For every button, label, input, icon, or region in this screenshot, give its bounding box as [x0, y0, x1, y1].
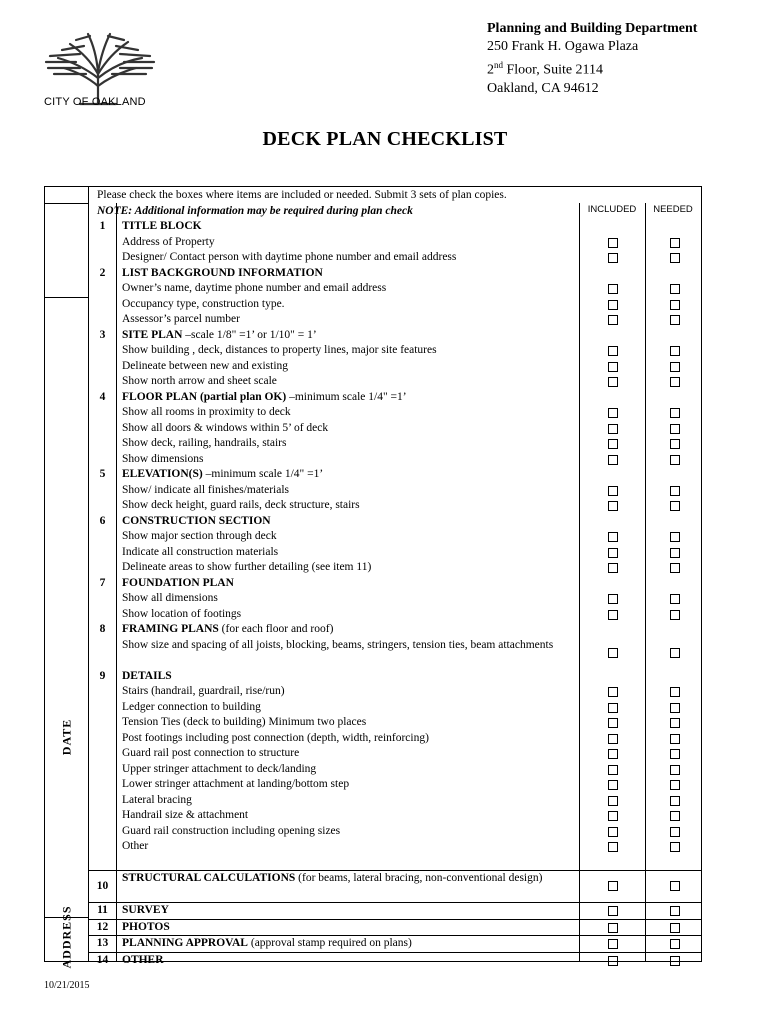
item-text: [122, 936, 572, 952]
included-checkbox[interactable]: [608, 532, 618, 542]
needed-checkbox[interactable]: [670, 687, 680, 697]
needed-checkbox[interactable]: [670, 749, 680, 759]
needed-checkbox[interactable]: [670, 455, 680, 465]
item-heading: LIST BACKGROUND INFORMATION: [122, 266, 323, 279]
item-description: Guard rail post connection to structure: [122, 747, 300, 759]
checklist-row: [89, 808, 701, 824]
item-text: [122, 793, 572, 809]
instructions-note: NOTE: Additional information may be required during plan check: [97, 204, 413, 217]
item-text: [122, 715, 572, 731]
needed-checkbox[interactable]: [670, 362, 680, 372]
included-checkbox[interactable]: [608, 906, 618, 916]
item-text: [122, 467, 572, 483]
item-description: Address of Property: [122, 235, 215, 248]
item-description: Show all dimensions: [122, 592, 218, 604]
included-checkbox[interactable]: [608, 594, 618, 604]
checklist-row: [89, 250, 701, 266]
checklist-row: [89, 607, 701, 623]
checklist-row: [89, 919, 701, 936]
included-checkbox[interactable]: [608, 315, 618, 325]
instructions-text: Please check the boxes where items are included or needed. Submit 3 sets of plan copies.: [97, 189, 507, 201]
checklist-row: [89, 839, 701, 855]
needed-checkbox[interactable]: [670, 532, 680, 542]
item-heading: CONSTRUCTION SECTION: [122, 514, 271, 527]
included-checkbox[interactable]: [608, 346, 618, 356]
checklist-row: [89, 669, 701, 685]
checklist-row: [89, 529, 701, 545]
item-text: [122, 808, 572, 824]
item-description: Show north arrow and sheet scale: [122, 375, 277, 387]
needed-column-header: NEEDED: [653, 204, 693, 215]
needed-checkbox[interactable]: [670, 703, 680, 713]
included-column-header: INCLUDED: [587, 204, 637, 215]
included-checkbox[interactable]: [608, 284, 618, 294]
item-heading: PHOTOS: [122, 920, 170, 933]
needed-checkbox[interactable]: [670, 548, 680, 558]
included-checkbox[interactable]: [608, 362, 618, 372]
included-checkbox[interactable]: [608, 923, 618, 933]
item-text: [122, 871, 572, 887]
item-text: [122, 529, 572, 545]
included-checkbox[interactable]: [608, 610, 618, 620]
item-heading: STRUCTURAL CALCULATIONS: [122, 872, 296, 884]
needed-checkbox[interactable]: [670, 563, 680, 573]
item-text: [122, 591, 572, 607]
checklist-row: [89, 824, 701, 840]
item-text: [122, 235, 572, 251]
checklist-row: [89, 219, 701, 235]
included-checkbox[interactable]: [608, 548, 618, 558]
item-text: [122, 452, 572, 468]
item-description: Show deck, railing, handrails, stairs: [122, 437, 287, 449]
item-heading: SITE PLAN: [122, 328, 183, 341]
checklist-row: [89, 421, 701, 437]
item-heading: FRAMING PLANS: [122, 623, 219, 635]
department-name: Planning and Building Department: [487, 21, 698, 36]
checklist-row: [89, 266, 701, 282]
needed-checkbox[interactable]: [670, 408, 680, 418]
checklist-row: [89, 777, 701, 793]
checklist-row: [89, 312, 701, 328]
needed-checkbox[interactable]: [670, 610, 680, 620]
item-description: Delineate between new and existing: [122, 359, 289, 372]
item-text: [122, 343, 572, 359]
item-description: Assessor’s parcel number: [122, 313, 240, 325]
checklist-row: [89, 390, 701, 406]
checklist-row: [89, 952, 701, 969]
item-number: 3: [99, 328, 106, 341]
address-field[interactable]: [45, 905, 88, 969]
item-description: (approval stamp required on plans): [247, 937, 412, 949]
checklist-row: [89, 793, 701, 809]
checklist-row: [89, 591, 701, 607]
checklist-row: [89, 359, 701, 375]
item-text: [122, 266, 572, 282]
side-cell-blank: [45, 203, 88, 298]
checklist-row: [89, 405, 701, 421]
checklist-row: [89, 374, 701, 390]
item-number: 13: [96, 937, 109, 949]
needed-checkbox[interactable]: [670, 300, 680, 310]
included-checkbox[interactable]: [608, 501, 618, 511]
item-heading: OTHER: [122, 953, 164, 966]
item-number: 1: [99, 220, 106, 232]
needed-checkbox[interactable]: [670, 594, 680, 604]
needed-checkbox[interactable]: [670, 780, 680, 790]
item-text: [122, 953, 572, 969]
item-text: [122, 498, 572, 514]
item-text: [122, 731, 572, 747]
item-text: [122, 903, 572, 919]
included-checkbox[interactable]: [608, 300, 618, 310]
item-description: Lower stringer attachment at landing/bottom step: [122, 778, 350, 790]
included-checkbox[interactable]: [608, 718, 618, 728]
checklist-row: [89, 498, 701, 514]
item-description: Tension Ties (deck to building) Minimum two places: [122, 716, 367, 728]
included-checkbox[interactable]: [608, 881, 618, 891]
needed-checkbox[interactable]: [670, 377, 680, 387]
checklist-row: [89, 935, 701, 952]
item-description: Show size and spacing of all joists, blocking, beams, stringers, tension ties, beam attachments: [122, 638, 554, 651]
checklist-row: [89, 467, 701, 483]
needed-checkbox[interactable]: [670, 796, 680, 806]
item-heading: ELEVATION(S): [122, 468, 203, 480]
checklist-row: [89, 545, 701, 561]
needed-checkbox[interactable]: [670, 253, 680, 263]
logo-text: CITY OF OAKLAND: [44, 96, 146, 108]
checklist-row: [89, 328, 701, 344]
needed-checkbox[interactable]: [670, 881, 680, 891]
needed-checkbox[interactable]: [670, 939, 680, 949]
item-text: [122, 669, 572, 685]
included-checkbox[interactable]: [608, 238, 618, 248]
item-text: [122, 297, 572, 313]
item-description: Handrail size & attachment: [122, 809, 249, 821]
item-description: Lateral bracing: [122, 793, 192, 806]
item-description: –minimum scale 1/4" =1’: [286, 390, 407, 403]
item-description: Show dimensions: [122, 452, 204, 465]
item-description: (for beams, lateral bracing, non-conventional design): [295, 872, 543, 884]
needed-checkbox[interactable]: [670, 501, 680, 511]
included-checkbox[interactable]: [608, 734, 618, 744]
item-text: [122, 374, 572, 390]
checklist-row: [89, 622, 701, 638]
item-text: [122, 250, 572, 266]
checklist-row: [89, 560, 701, 576]
address-line-3: Oakland, CA 94612: [487, 80, 599, 96]
needed-checkbox[interactable]: [670, 315, 680, 325]
item-number: 4: [99, 390, 106, 403]
checklist-row: [89, 700, 701, 716]
item-description: Ledger connection to building: [122, 700, 261, 713]
included-checkbox[interactable]: [608, 939, 618, 949]
department-address-block: [487, 20, 697, 98]
checklist-row: [89, 638, 701, 669]
needed-checkbox[interactable]: [670, 346, 680, 356]
item-description: (for each floor and roof): [218, 623, 334, 635]
item-text: [122, 219, 572, 235]
item-description: –minimum scale 1/4" =1’: [202, 468, 324, 480]
instructions: [97, 188, 507, 219]
item-text: [122, 576, 572, 592]
item-description: Guard rail construction including opening sizes: [122, 824, 341, 837]
needed-checkbox[interactable]: [670, 284, 680, 294]
checklist-row: [89, 715, 701, 731]
item-text: [122, 920, 572, 936]
checklist-row: [89, 576, 701, 592]
item-heading: DETAILS: [122, 669, 172, 682]
item-description: Occupancy type, construction type.: [122, 297, 285, 310]
included-checkbox[interactable]: [608, 765, 618, 775]
checklist-row: [89, 902, 701, 919]
needed-checkbox[interactable]: [670, 424, 680, 434]
date-label: DATE: [59, 718, 73, 756]
checklist-row: [89, 343, 701, 359]
needed-checkbox[interactable]: [670, 811, 680, 821]
needed-checkbox[interactable]: [670, 956, 680, 966]
item-text: [122, 622, 572, 638]
item-number: 11: [97, 904, 108, 916]
item-number: 12: [96, 920, 109, 933]
included-checkbox[interactable]: [608, 563, 618, 573]
item-text: [122, 638, 572, 654]
item-number: 2: [99, 266, 106, 279]
item-text: [122, 281, 572, 297]
checklist-row: [89, 297, 701, 313]
item-description: Delineate areas to show further detailing (see item 11): [122, 561, 372, 573]
checklist-row: [89, 281, 701, 297]
item-description: Show major section through deck: [122, 530, 277, 542]
checklist-row: [89, 483, 701, 499]
included-checkbox[interactable]: [608, 253, 618, 263]
address-line-1: 250 Frank H. Ogawa Plaza: [487, 39, 639, 54]
item-text: [122, 824, 572, 840]
needed-checkbox[interactable]: [670, 486, 680, 496]
checklist-row: [89, 731, 701, 747]
item-number: 9: [99, 669, 106, 682]
needed-checkbox[interactable]: [670, 842, 680, 852]
item-description: Designer/ Contact person with daytime phone number and email address: [122, 251, 457, 263]
item-description: Show deck height, guard rails, deck structure, stairs: [122, 499, 360, 511]
checklist-row: [89, 235, 701, 251]
item-number: 5: [99, 468, 106, 480]
included-checkbox[interactable]: [608, 796, 618, 806]
included-checkbox[interactable]: [608, 827, 618, 837]
item-text: [122, 746, 572, 762]
item-text: [122, 545, 572, 561]
item-heading: SURVEY: [122, 904, 169, 916]
item-text: [122, 777, 572, 793]
included-checkbox[interactable]: [608, 811, 618, 821]
included-checkbox[interactable]: [608, 648, 618, 658]
item-heading: FLOOR PLAN (partial plan OK): [122, 390, 287, 403]
item-number: 6: [99, 514, 106, 527]
side-label-column: [44, 186, 88, 969]
item-text: [122, 839, 572, 855]
needed-checkbox[interactable]: [670, 648, 680, 658]
item-number: 8: [99, 623, 106, 635]
included-checkbox[interactable]: [608, 703, 618, 713]
revision-date: 10/21/2015: [44, 980, 90, 991]
checklist-row: [89, 762, 701, 778]
item-number: 10: [96, 880, 109, 892]
item-description: Upper stringer attachment to deck/landing: [122, 762, 317, 775]
needed-checkbox[interactable]: [670, 734, 680, 744]
checklist-row: [89, 684, 701, 700]
checklist-row: [89, 746, 701, 762]
item-text: [122, 390, 572, 406]
needed-checkbox[interactable]: [670, 439, 680, 449]
needed-checkbox[interactable]: [670, 238, 680, 248]
address-label: ADDRESS: [59, 905, 73, 969]
date-field[interactable]: [45, 297, 88, 918]
item-description: Show all doors & windows within 5’ of deck: [122, 421, 329, 434]
item-text: [122, 312, 572, 328]
item-description: Post footings including post connection (depth, width, reinforcing): [122, 731, 429, 744]
checklist-rows: [89, 219, 701, 968]
item-text: [122, 762, 572, 778]
item-text: [122, 514, 572, 530]
item-heading: PLANNING APPROVAL: [122, 937, 248, 949]
item-text: [122, 684, 572, 700]
checklist-row: [89, 436, 701, 452]
item-text: [122, 421, 572, 437]
needed-checkbox[interactable]: [670, 827, 680, 837]
item-description: Other: [122, 840, 149, 852]
checklist-row: [89, 514, 701, 530]
item-description: Show all rooms in proximity to deck: [122, 406, 291, 418]
included-checkbox[interactable]: [608, 439, 618, 449]
checklist-row: [89, 870, 701, 902]
needed-checkbox[interactable]: [670, 718, 680, 728]
item-description: Show/ indicate all finishes/materials: [122, 483, 290, 496]
item-text: [122, 405, 572, 421]
needed-checkbox[interactable]: [670, 906, 680, 916]
item-description: Owner’s name, daytime phone number and email address: [122, 282, 387, 294]
item-description: Show building , deck, distances to property lines, major site features: [122, 344, 437, 356]
included-checkbox[interactable]: [608, 687, 618, 697]
included-checkbox[interactable]: [608, 377, 618, 387]
checklist-row: [89, 855, 701, 871]
item-heading: TITLE BLOCK: [122, 220, 202, 232]
side-cell-blank-top: [45, 187, 88, 204]
item-text: [122, 560, 572, 576]
page-title: DECK PLAN CHECKLIST: [262, 128, 508, 150]
needed-checkbox[interactable]: [670, 923, 680, 933]
item-text: [122, 607, 572, 623]
checklist-row: [89, 452, 701, 468]
included-checkbox[interactable]: [608, 455, 618, 465]
included-checkbox[interactable]: [608, 424, 618, 434]
included-checkbox[interactable]: [608, 780, 618, 790]
item-text: [122, 328, 572, 344]
item-text: [122, 700, 572, 716]
needed-checkbox[interactable]: [670, 765, 680, 775]
item-text: [122, 483, 572, 499]
included-checkbox[interactable]: [608, 749, 618, 759]
included-checkbox[interactable]: [608, 842, 618, 852]
item-number: 14: [96, 953, 109, 966]
item-description: –scale 1/8" =1’ or 1/10" = 1’: [182, 328, 317, 341]
item-number: 7: [99, 576, 106, 589]
item-heading: FOUNDATION PLAN: [122, 576, 234, 589]
item-description: Show location of footings: [122, 607, 242, 620]
item-description: Indicate all construction materials: [122, 545, 279, 558]
checklist-table: [88, 186, 702, 966]
item-text: [122, 359, 572, 375]
included-checkbox[interactable]: [608, 956, 618, 966]
included-checkbox[interactable]: [608, 486, 618, 496]
item-text: [122, 436, 572, 452]
item-description: Stairs (handrail, guardrail, rise/run): [122, 685, 285, 697]
included-checkbox[interactable]: [608, 408, 618, 418]
address-line-2: 2nd Floor, Suite 2114: [487, 60, 604, 78]
